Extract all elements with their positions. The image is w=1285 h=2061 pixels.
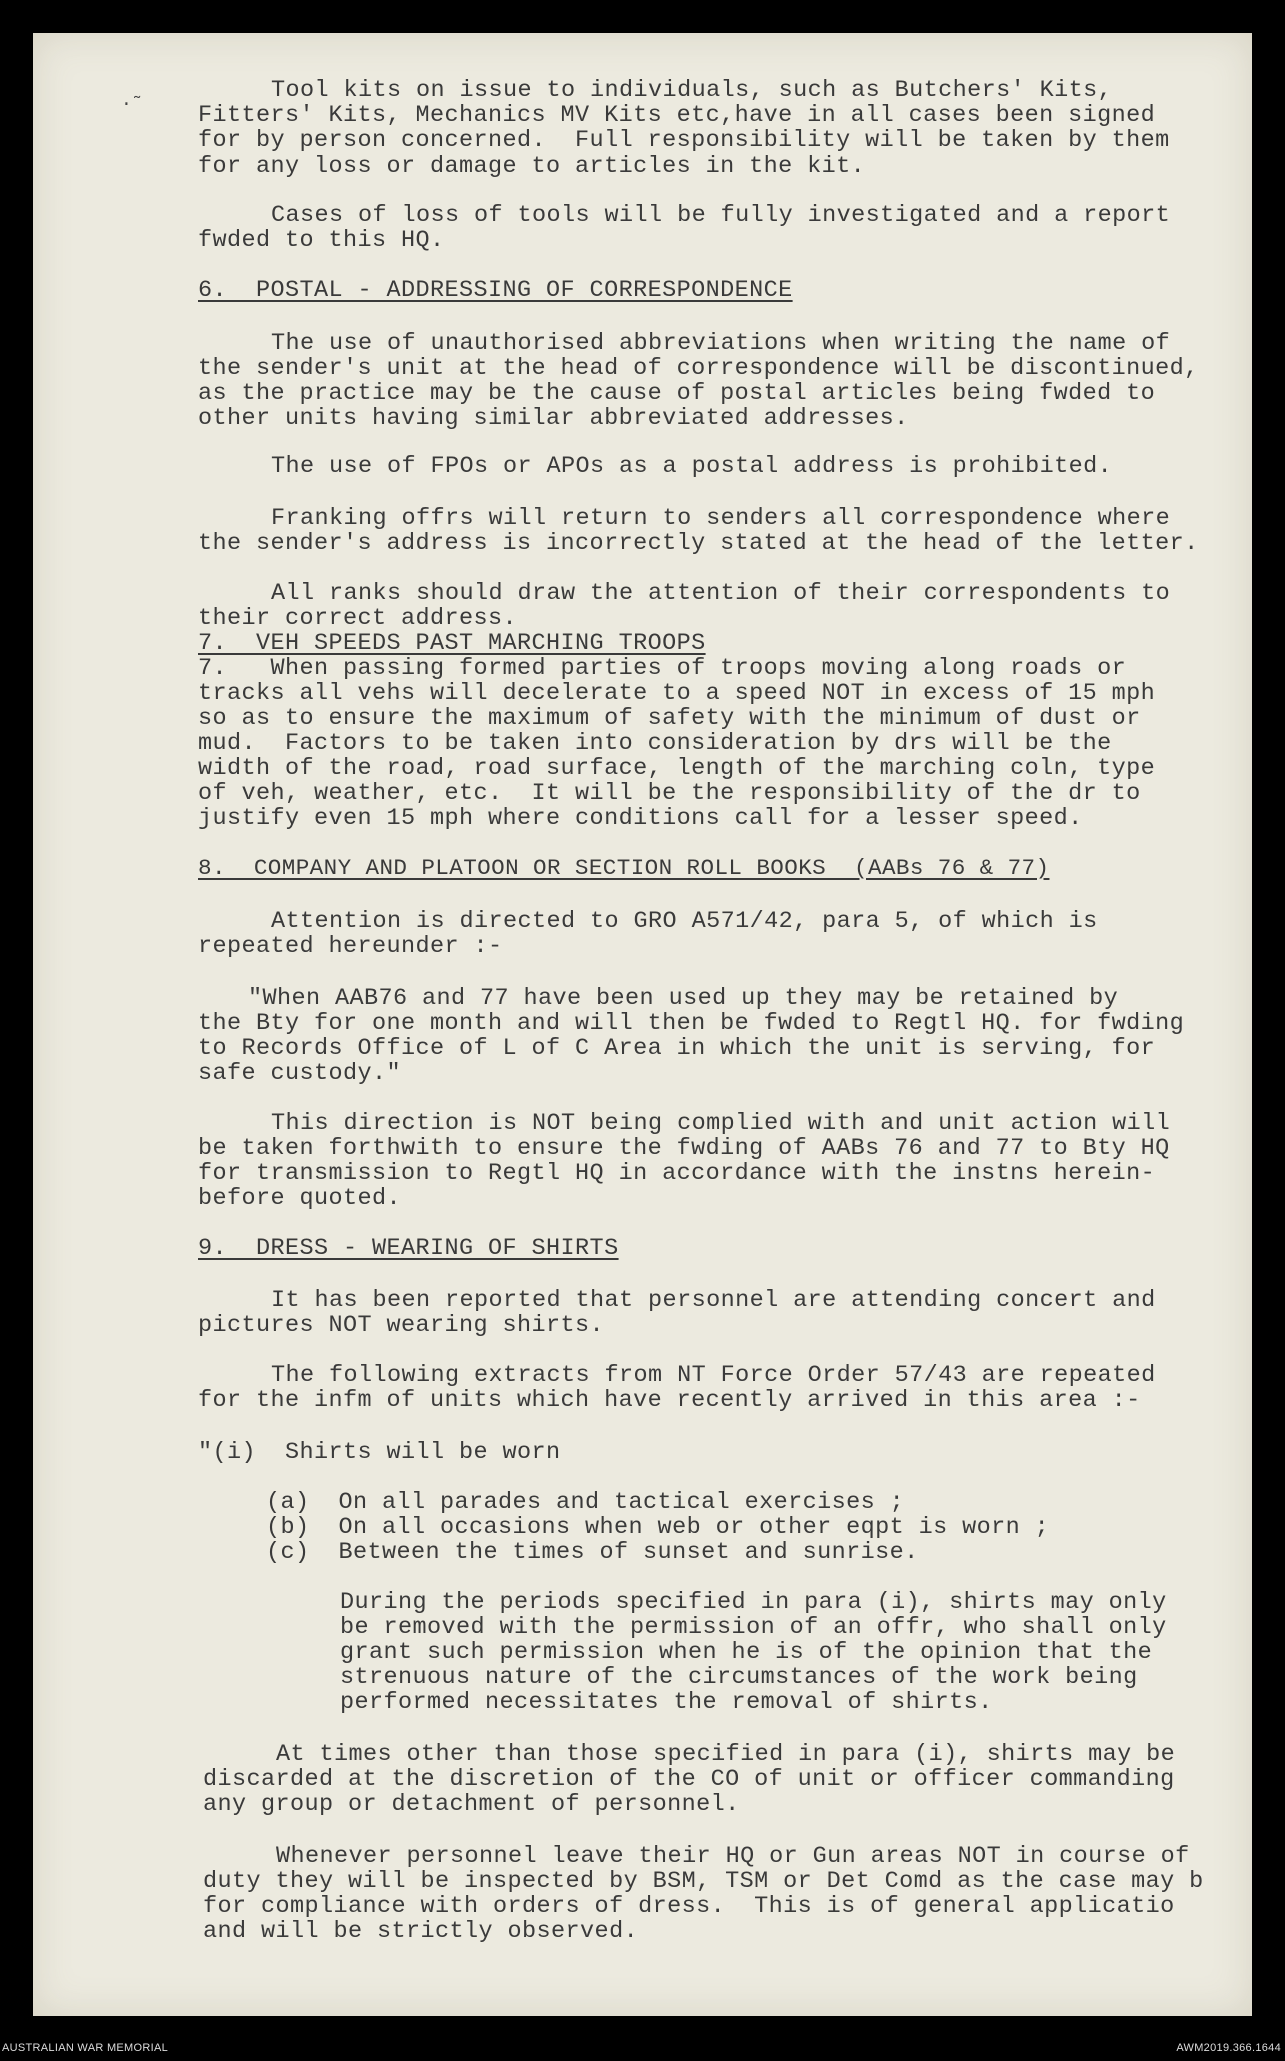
para-8a-line-2: repeated hereunder :- [198,933,503,960]
heading-6: 6. POSTAL - ADDRESSING OF CORRESPONDENCE [198,277,793,304]
para-whenever-line-1: Whenever personnel leave their HQ or Gun areas NOT in course of [276,1843,1190,1870]
para-whenever-line-3: for compliance with orders of dress. This is of general applicatio [203,1893,1175,1920]
para-7-line-5: width of the road, road surface, length of the marching coln, type [198,755,1156,782]
para-9b-line-1: The following extracts from NT Force Order 57/43 are repeated [271,1362,1156,1389]
para-8a-line-1: Attention is directed to GRO A571/42, para 5, of which is [271,908,1098,935]
ink-mark: ·˜ [121,95,143,115]
para-7-line-6: of veh, weather, etc. It will be the responsibility of the dr to [198,780,1141,807]
footer-accession-number: AWM2019.366.1644 [1176,2042,1281,2054]
para-attimes-line-2: discarded at the discretion of the CO of unit or officer commanding [203,1766,1175,1793]
para-attimes-line-3: any group or detachment of personnel. [203,1791,740,1818]
para-6a-line-1: The use of unauthorised abbreviations when writing the name of [271,330,1171,357]
para-9a-line-1: It has been reported that personnel are attending concert and [271,1287,1156,1314]
para-6d-line-2: their correct address. [198,605,518,632]
para-6c-line-2: the sender's address is incorrectly stated at the head of the letter. [198,530,1199,557]
para-7-line-7: justify even 15 mph where conditions call for a lesser speed. [198,805,1083,832]
para-9a-line-2: pictures NOT wearing shirts. [198,1312,605,1339]
para-7-line-4: mud. Factors to be taken into consideration by drs will be the [198,730,1112,757]
para-6d-line-1: All ranks should draw the attention of their correspondents to [271,580,1171,607]
para-8b-line-2: be taken forthwith to ensure the fwding of AABs 76 and 77 to Bty HQ [198,1135,1170,1162]
item-i: "(i) Shirts will be worn [198,1439,561,1466]
para-6a-line-3: as the practice may be the cause of postal articles being fwded to [198,380,1156,407]
para-8b-line-3: for transmission to Regtl HQ in accordance with the instns herein- [198,1160,1156,1187]
quote-8-line-4: safe custody." [198,1060,402,1087]
footer-credit: AUSTRALIAN WAR MEMORIAL [2,2042,169,2054]
para-6c-line-1: Franking offrs will return to senders all correspondence where [271,505,1171,532]
sub-item-a: (a) On all parades and tactical exercises ; [266,1489,905,1516]
para-7-line-2: tracks all vehs will decelerate to a speed NOT in excess of 15 mph [198,680,1156,707]
para-8b-line-4: before quoted. [198,1185,402,1212]
para-7-line-1: 7. When passing formed parties of troops moving along roads or [198,655,1127,682]
heading-8: 8. COMPANY AND PLATOON OR SECTION ROLL BOOKS (AABs 76 & 77) [198,855,1050,881]
heading-7: 7. VEH SPEEDS PAST MARCHING TROOPS [198,630,706,657]
para-6b: The use of FPOs or APOs as a postal address is prohibited. [271,453,1113,480]
quote-8-line-1: "When AAB76 and 77 have been used up they may be retained by [248,985,1119,1012]
para-7-line-3: so as to ensure the maximum of safety with the minimum of dust or [198,705,1141,732]
para-8b-line-1: This direction is NOT being complied with and unit action will [271,1110,1171,1137]
para-toolkits-line-4: for any loss or damage to articles in the kit. [198,153,866,180]
para-during-line-2: be removed with the permission of an offr, who shall only [340,1614,1167,1641]
para-during-line-5: performed necessitates the removal of shirts. [340,1689,993,1716]
para-toolkits-line-3: for by person concerned. Full responsibility will be taken by them [198,127,1170,154]
para-attimes-line-1: At times other than those specified in para (i), shirts may be [276,1741,1176,1768]
quote-8-line-2: the Bty for one month and will then be fwded to Regtl HQ. for fwding [198,1010,1185,1037]
para-loss-line-2: fwded to this HQ. [198,227,445,254]
para-whenever-line-2: duty they will be inspected by BSM, TSM or Det Comd as the case may b [203,1868,1204,1895]
para-during-line-3: grant such permission when he is of the opinion that the [340,1639,1153,1666]
para-toolkits-line-2: Fitters' Kits, Mechanics MV Kits etc,have in all cases been signed [198,102,1156,129]
para-6a-line-4: other units having similar abbreviated addresses. [198,405,909,432]
quote-8-line-3: to Records Office of L of C Area in which the unit is serving, for [198,1035,1156,1062]
sub-item-b: (b) On all occasions when web or other eqpt is worn ; [266,1514,1050,1541]
para-toolkits-line-1: Tool kits on issue to individuals, such as Butchers' Kits, [271,77,1113,104]
document-page [33,33,1252,2016]
para-during-line-4: strenuous nature of the circumstances of the work being [340,1664,1138,1691]
para-loss-line-1: Cases of loss of tools will be fully investigated and a report [271,202,1171,229]
heading-9: 9. DRESS - WEARING OF SHIRTS [198,1235,619,1262]
sub-item-c: (c) Between the times of sunset and sunrise. [266,1539,919,1566]
para-6a-line-2: the sender's unit at the head of correspondence will be discontinued, [198,355,1199,382]
para-whenever-line-4: and will be strictly observed. [203,1918,639,1945]
para-during-line-1: During the periods specified in para (i), shirts may only [340,1589,1167,1616]
para-9b-line-2: for the infm of units which have recently arrived in this area :- [198,1387,1141,1414]
